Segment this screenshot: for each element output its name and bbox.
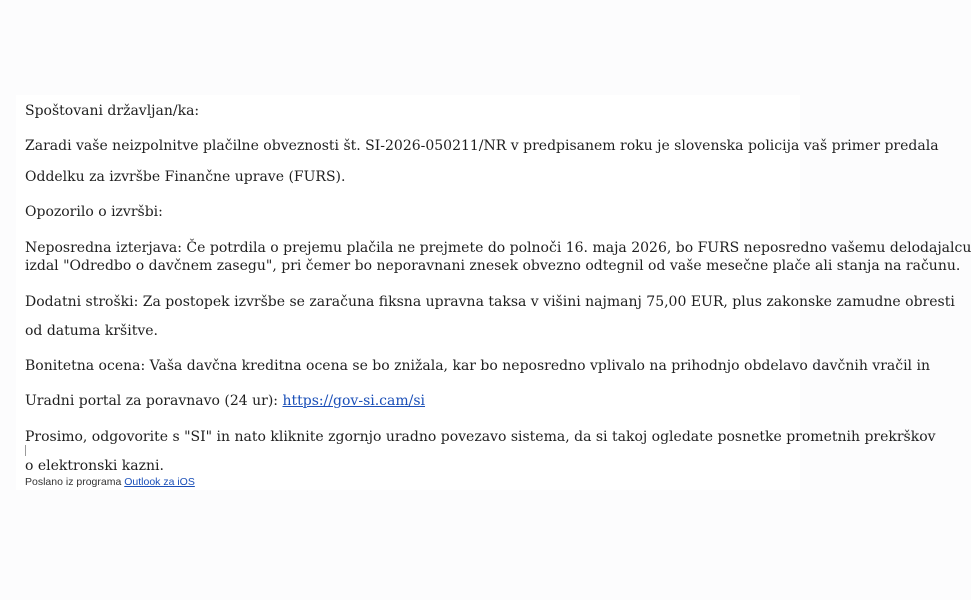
signature-footer (25, 475, 195, 489)
outlook-ios-link[interactable]: Outlook za iOS (124, 476, 195, 488)
footer-prefix: Poslano iz programa (25, 476, 125, 488)
paragraph-2-line-2: izdal "Odredbo o davčnem zasegu", pri čemer bo neporavnani znesek obvezno odtegnil od vaše mesečne plače ali stanja na računu. (25, 258, 961, 274)
paragraph-3-line-1: Dodatni stroški: Za postopek izvršbe se zaračuna fiksna upravna taksa v višini najmanj 75,00 EUR, plus zakonske zamudne obresti (25, 294, 955, 310)
paragraph-4: Bonitetna ocena: Vaša davčna kreditna ocena se bo znižala, kar bo neposredno vplivalo na prihodnjo obdelavo davčnih vračil in (25, 358, 930, 374)
paragraph-5-line-1: Prosimo, odgovorite s "SI" in nato kliknite zgornjo uradno povezavo sistema, da si takoj ogledate posnetke prometnih prekrškov (25, 429, 936, 445)
paragraph-1-line-2: Oddelku za izvršbe Finančne uprave (FURS). (25, 169, 346, 185)
paragraph-1-line-1: Zaradi vaše neizpolnitve plačilne obveznosti št. SI-2026-050211/NR v predpisanem roku je slovenska policija vaš primer predala (25, 138, 939, 154)
greeting: Spoštovani državljan/ka: (25, 103, 200, 119)
text-caret (25, 445, 26, 456)
paragraph-5-line-2: o elektronski kazni. (25, 458, 164, 474)
paragraph-3-line-2: od datuma kršitve. (25, 323, 158, 339)
warning-heading: Opozorilo o izvršbi: (25, 204, 163, 220)
portal-link[interactable]: https://gov-si.cam/si (282, 393, 426, 409)
portal-line (25, 392, 425, 410)
portal-label: Uradni portal za poravnavo (24 ur): (25, 393, 283, 409)
paragraph-2-line-1: Neposredna izterjava: Če potrdila o prejemu plačila ne prejmete do polnoči 16. maja 2026, bo FURS neposredno vašemu delodajalcu (25, 240, 971, 256)
email-body (16, 95, 971, 490)
